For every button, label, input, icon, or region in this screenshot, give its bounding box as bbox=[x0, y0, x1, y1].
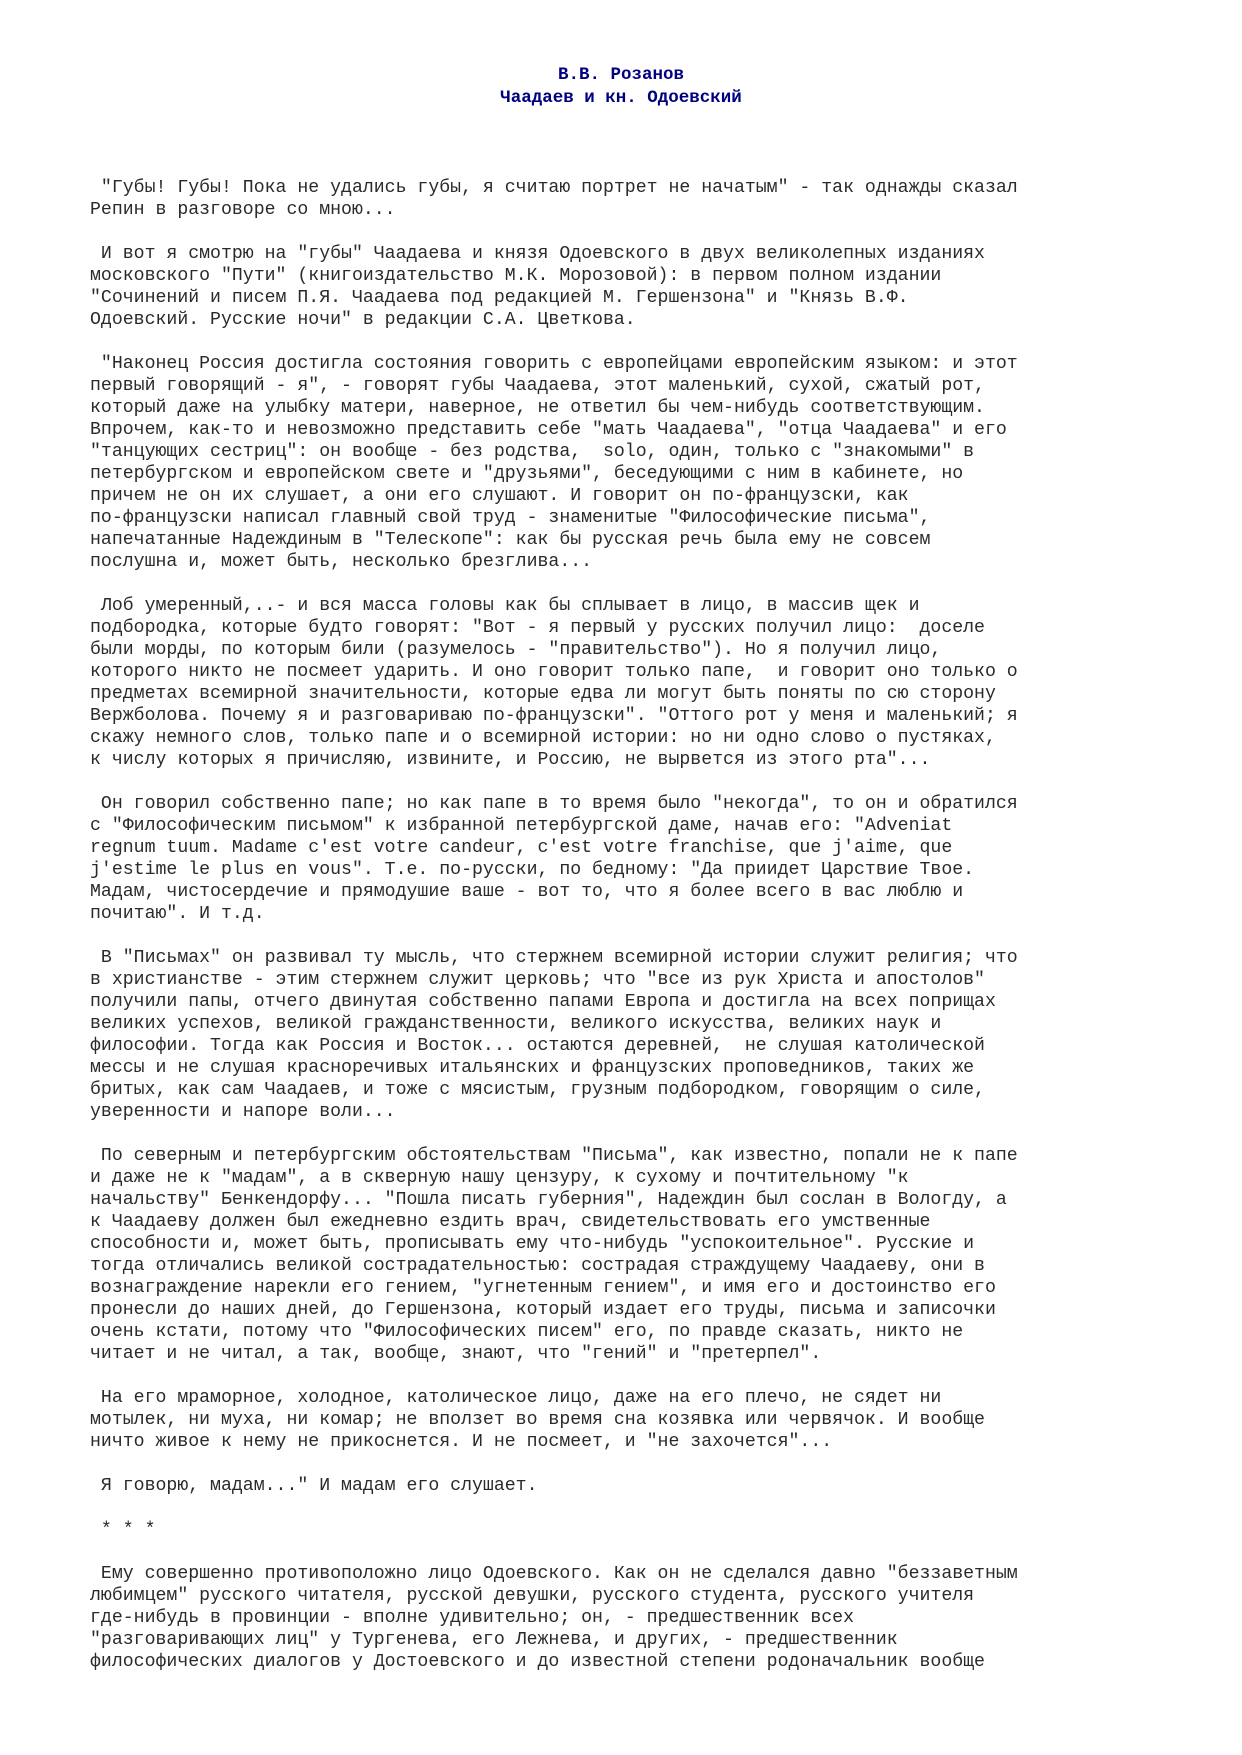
text-line: вознаграждение нарекли его гением, "угнетенным гением", и имя его и достоинство его bbox=[90, 1278, 996, 1298]
text-line: мессы и не слушая красноречивых итальянских и французских проповедников, таких же bbox=[90, 1058, 975, 1078]
text-line: * * * bbox=[90, 1520, 156, 1540]
text-line: по-французски написал главный свой труд - знаменитые "Философические письма", bbox=[90, 508, 931, 528]
text-line: regnum tuum. Madame c'est votre candeur, c'est votre franchise, que j'aime, que bbox=[90, 838, 953, 858]
text-line: скажу немного слов, только папе и о всемирной истории: но ни одно слово о пустяках, bbox=[90, 728, 996, 748]
paragraph bbox=[90, 1519, 1230, 1541]
text-line: мотылек, ни муха, ни комар; не вползет во время сна козявка или червячок. И вообще bbox=[90, 1410, 985, 1430]
text-line: читает и не читал, а так, вообще, знают, что "гений" и "претерпел". bbox=[90, 1344, 822, 1364]
text-line: подбородка, которые будто говорят: "Вот - я первый у русских получил лицо: доселе bbox=[90, 618, 985, 638]
text-line: j'estime le plus en vous". Т.е. по-русски, по бедному: "Да приидет Царствие Твое. bbox=[90, 860, 975, 880]
paragraph bbox=[90, 595, 1230, 771]
text-line: великих успехов, великой гражданственности, великого искусства, великих наук и bbox=[90, 1014, 942, 1034]
text-line: Я говорю, мадам..." И мадам его слушает. bbox=[90, 1476, 538, 1496]
text-line: Лоб умеренный,..- и вся масса головы как бы сплывает в лицо, в массив щек и bbox=[90, 596, 920, 616]
text-line: к числу которых я причисляю, извините, и Россию, не вырвется из этого рта"... bbox=[90, 750, 931, 770]
paragraph bbox=[90, 1145, 1230, 1365]
text-line: напечатанные Надеждиным в "Телескопе": как бы русская речь была ему не совсем bbox=[90, 530, 931, 550]
text-line: "танцующих сестриц": он вообще - без родства, solo, один, только с "знакомыми" в bbox=[90, 442, 975, 462]
paragraph bbox=[90, 243, 1230, 331]
text-line: который даже на улыбку матери, наверное, не ответил бы чем-нибудь соответствующим. bbox=[90, 398, 985, 418]
author-name: В.В. Розанов bbox=[557, 65, 685, 85]
text-line: "разговаривающих лиц" у Тургенева, его Лежнева, и других, - предшественник bbox=[90, 1630, 898, 1650]
text-line: Он говорил собственно папе; но как папе в то время было "некогда", то он и обратился bbox=[90, 794, 1018, 814]
text-line: причем не он их слушает, а они его слушают. И говорит он по-французски, как bbox=[90, 486, 909, 506]
text-line: в христианстве - этим стержнем служит церковь; что "все из рук Христа и апостолов" bbox=[90, 970, 985, 990]
text-line: "Наконец Россия достигла состояния говорить с европейцами европейским языком: и этот bbox=[90, 354, 1018, 374]
text-line: очень кстати, потому что "Философических писем" его, по правде сказать, никто не bbox=[90, 1322, 964, 1342]
text-line: бритых, как сам Чаадаев, и тоже с мясистым, грузным подбородком, говорящим о силе, bbox=[90, 1080, 985, 1100]
text-line: На его мраморное, холодное, католическое лицо, даже на его плечо, не сядет ни bbox=[90, 1388, 942, 1408]
text-line: ничто живое к нему не прикоснется. И не посмеет, и "не захочется"... bbox=[90, 1432, 833, 1452]
text-line: По северным и петербургским обстоятельствам "Письма", как известно, попали не к папе bbox=[90, 1146, 1018, 1166]
text-line: где-нибудь в провинции - вполне удивительно; он, - предшественник всех bbox=[90, 1608, 854, 1628]
text-line: Впрочем, как-то и невозможно представить себе "мать Чаадаева", "отца Чаадаева" и его bbox=[90, 420, 1007, 440]
text-line: "Губы! Губы! Пока не удались губы, я считаю портрет не начатым" - так однажды сказал bbox=[90, 178, 1018, 198]
text-line: начальству" Бенкендорфу... "Пошла писать губерния", Надеждин был сослан в Вологду, а bbox=[90, 1190, 1007, 1210]
document-header bbox=[0, 64, 1242, 110]
text-line: предметах всемирной значительности, которые едва ли могут быть поняты по сю сторону bbox=[90, 684, 996, 704]
text-line: Ему совершенно противоположно лицо Одоевского. Как он не сделался давно "беззаветным bbox=[90, 1564, 1018, 1584]
text-line: уверенности и напоре воли... bbox=[90, 1102, 396, 1122]
document-title: Чаадаев и кн. Одоевский bbox=[500, 88, 742, 108]
paragraph bbox=[90, 353, 1230, 573]
text-line: Мадам, чистосердечие и прямодушие ваше - вот то, что я более всего в вас люблю и bbox=[90, 882, 964, 902]
text-line: философических диалогов у Достоевского и до известной степени родоначальник вообще bbox=[90, 1652, 985, 1672]
text-line: Одоевский. Русские ночи" в редакции С.А. Цветкова. bbox=[90, 310, 636, 330]
text-line: с "Философическим письмом" к избранной петербургской даме, начав его: "Adveniat bbox=[90, 816, 953, 836]
text-line: и даже не к "мадам", а в скверную нашу цензуру, к сухому и почтительному "к bbox=[90, 1168, 909, 1188]
paragraph bbox=[90, 793, 1230, 925]
text-line: которого никто не посмеет ударить. И оно говорит только папе, и говорит оно только о bbox=[90, 662, 1018, 682]
text-line: получили папы, отчего двинутая собственно папами Европа и достигла на всех поприщах bbox=[90, 992, 996, 1012]
paragraph bbox=[90, 1475, 1230, 1497]
text-line: любимцем" русского читателя, русской девушки, русского студента, русского учителя bbox=[90, 1586, 975, 1606]
text-line: В "Письмах" он развивал ту мысль, что стержнем всемирной истории служит религия; что bbox=[90, 948, 1018, 968]
text-line: послушна и, может быть, несколько брезглива... bbox=[90, 552, 593, 572]
text-line: петербургском и европейском свете и "друзьями", беседующими с ним в кабинете, но bbox=[90, 464, 964, 484]
text-line: почитаю". И т.д. bbox=[90, 904, 265, 924]
paragraph bbox=[90, 947, 1230, 1123]
text-line: первый говорящий - я", - говорят губы Чаадаева, этот маленький, сухой, сжатый рот, bbox=[90, 376, 985, 396]
paragraph bbox=[90, 1387, 1230, 1453]
document-body bbox=[90, 177, 1230, 1695]
paragraph bbox=[90, 1563, 1230, 1673]
text-line: Вержболова. Почему я и разговариваю по-французски". "Оттого рот у меня и маленький; я bbox=[90, 706, 1018, 726]
paragraph bbox=[90, 177, 1230, 221]
text-line: были морды, по которым били (разумелось - "правительство"). Но я получил лицо, bbox=[90, 640, 942, 660]
text-line: пронесли до наших дней, до Гершензона, который издает его труды, письма и записочки bbox=[90, 1300, 996, 1320]
text-line: философии. Тогда как Россия и Восток... остаются деревней, не слушая католической bbox=[90, 1036, 985, 1056]
text-line: тогда отличались великой сострадательностью: сострадая страждущему Чаадаеву, они в bbox=[90, 1256, 985, 1276]
text-line: способности и, может быть, прописывать ему что-нибудь "успокоительное". Русские и bbox=[90, 1234, 975, 1254]
text-line: Репин в разговоре со мною... bbox=[90, 200, 396, 220]
text-line: И вот я смотрю на "губы" Чаадаева и князя Одоевского в двух великолепных изданиях bbox=[90, 244, 985, 264]
text-line: к Чаадаеву должен был ежедневно ездить врач, свидетельствовать его умственные bbox=[90, 1212, 931, 1232]
text-line: московского "Пути" (книгоиздательство М.К. Морозовой): в первом полном издании bbox=[90, 266, 942, 286]
text-line: "Сочинений и писем П.Я. Чаадаева под редакцией М. Гершензона" и "Князь В.Ф. bbox=[90, 288, 909, 308]
